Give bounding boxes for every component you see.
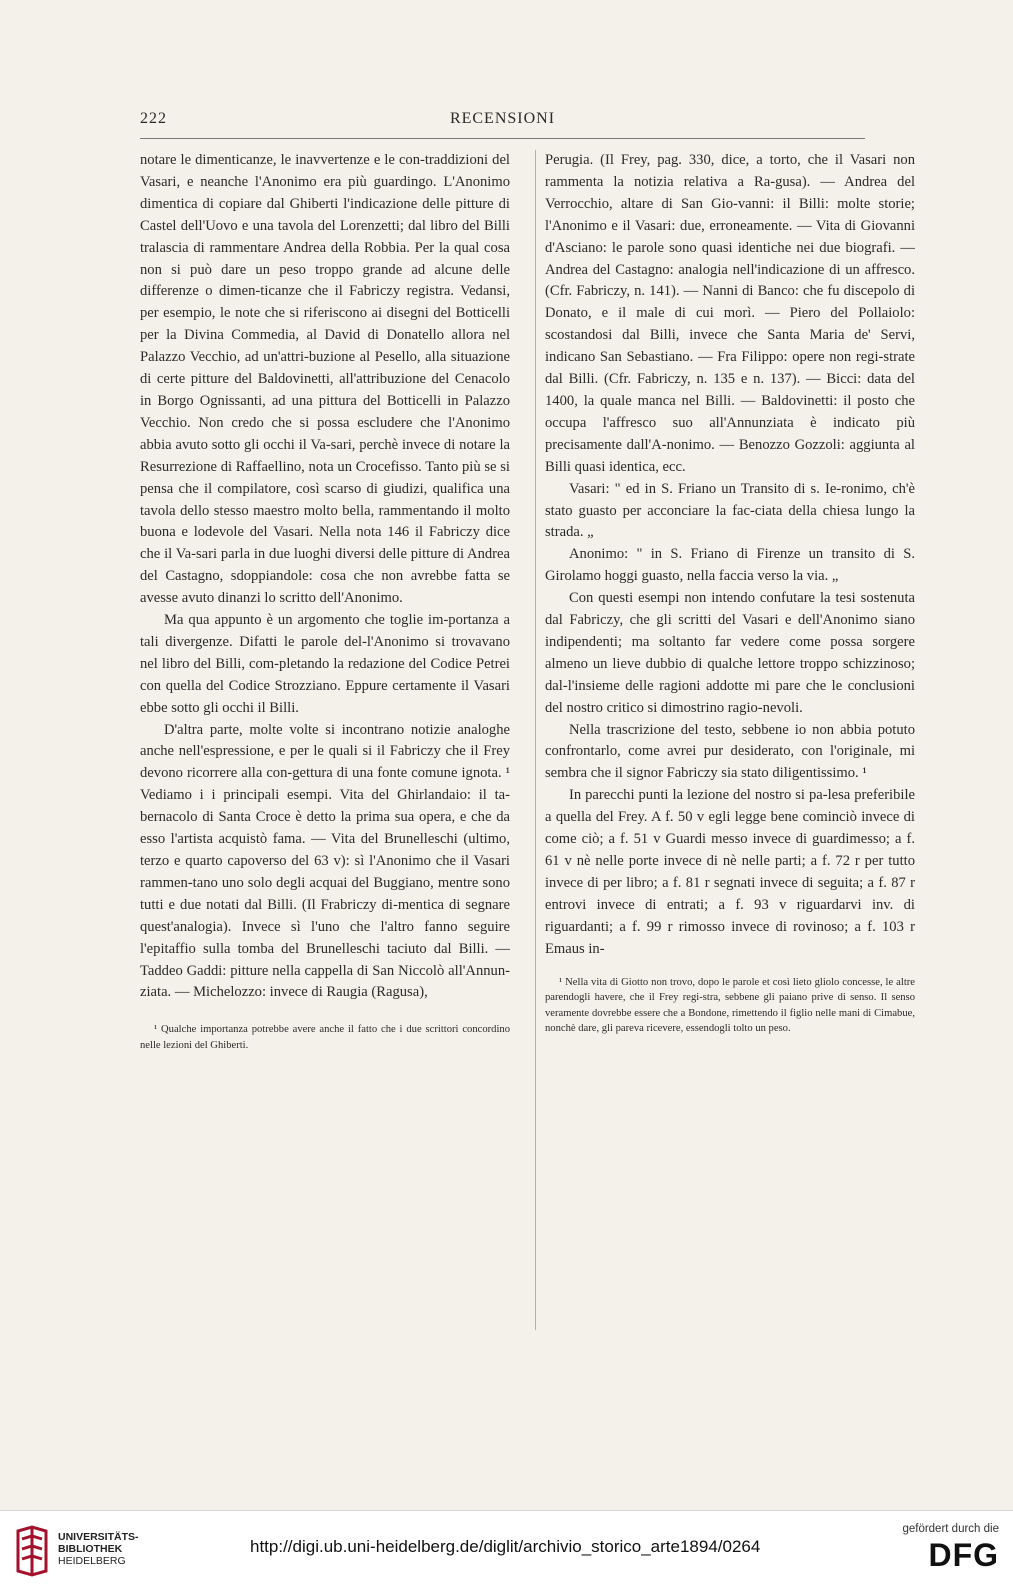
permalink-url[interactable]: http://digi.ub.uni-heidelberg.de/diglit/archivio_storico_arte1894/0264 <box>250 1537 761 1556</box>
digitization-footer <box>0 1510 1013 1592</box>
institution-line-3: HEIDELBERG <box>58 1555 126 1567</box>
institution-line-1: UNIVERSITÄTS- <box>58 1531 139 1543</box>
right-paragraph-5: Nella trascrizione del testo, sebbene io non abbia potuto confrontarlo, come avrei pur desiderato, con l'originale, mi sembra che il signor Fabriczy sia stato diligentissimo. ¹ <box>545 721 915 782</box>
right-paragraph-1: Perugia. (Il Frey, pag. 330, dice, a torto, che il Vasari non rammenta la notizia relativa a Ra-gusa). — Andrea del Verrocchio, altare di San Gio-vanni: il Billi: molte storie; l'Anonimo e il Vasari: due, erroneamente. — Vita di Giovanni d'Asciano: le parole sono quasi identiche nei due biografi. — Andrea del Castagno: analogia nell'indicazione di un affresco. (Cfr. Fabriczy, n. 141). — Nanni di Banco: che fu discepolo di Donato, e il male di cui morì. — Piero del Pollaiolo: scostandosi dal Billi, invece che Santa Maria de' Servi, indicano San Sebastiano. — Fra Filippo: opere non regi-strate dal Billi. (Cfr. Fabriczy, n. 135 e n. 137). — Bicci: data del 1400, la quale manca nel Billi. — Baldovinetti: il posto che occupa l'affresco suo all'Annunziata è indicato più precisamente dall'A-nonimo. — Benozzo Gozzoli: aggiunta al Billi quasi identica, ecc. <box>545 152 915 475</box>
left-paragraph-1: notare le dimenticanze, le inavvertenze e le con-traddizioni del Vasari, e neanche l'Anonimo era più guardingo. L'Anonimo dimentica di copiare dal Ghiberti l'indicazione delle pitture di Castel dell'Uovo e una tavola del Lorenzetti; dal libro del Billi tralascia di rammentare Andrea della Robbia. Per la qual cosa non si può dare un peso troppo grande ad alcune delle differenze o dimen-ticanze che il Fabriczy registra. Vedansi, per esempio, le note che si riferiscono ai disegni del Botticelli per la Divina Commedia, al David di Donatello allora nel Palazzo Vecchio, ad un'attri-buzione al Pesello, alla situazione di certe pitture del Baldovinetti, all'attribuzione del Cenacolo in Borgo Ognissanti, ad una pittura del Botticelli in Palazzo Vecchio. Non credo che si possa escludere che l'Anonimo abbia avuto sotto gli occhi il Va-sari, perchè invece di notare la Resurrezione di Raffaellino, nota un Crocefisso. Tanto più se si pensa che il compilatore, così scarso di giudizi, qualifica una tavola dello stesso maestro molto bella, rammentando il molto buona e lodevole del Vasari. Nella nota 146 il Fabriczy dice che il Va-sari parla in due luoghi diversi delle pitture di Andrea del Castagno, sdoppiandole: cosa che non avrebbe fatta se avesse avuto dinanzi lo scritto dell'Anonimo. <box>140 152 510 607</box>
sponsor-text: gefördert durch die <box>902 1523 999 1535</box>
running-title: RECENSIONI <box>449 110 556 127</box>
page-number: 222 <box>140 110 167 127</box>
right-paragraph-2: Vasari: " ed in S. Friano un Transito di s. Ie-ronimo, ch'è stato guasto per acconciare la fac-ciata della chiesa lungo la strada. „ <box>545 480 915 541</box>
header-rule <box>140 138 865 139</box>
right-footnote: ¹ Nella vita di Giotto non trovo, dopo le parole et così lieto gliolo concesse, le altre parendogli havere, che il Frey regi-stra, sebbene gli paiano prive di senso. Il senso veramente dovrebbe essere che a Bondone, rimettendo il figlio nelle mani di Cimabue, nonchè dare, gli pareva ricevere, essendogli tolto un peso. <box>545 976 915 1035</box>
page-header <box>140 110 865 134</box>
right-paragraph-4: Con questi esempi non intendo confutare la tesi sostenuta dal Fabriczy, che gli scritti del Vasari e dell'Anonimo siano indipendenti; ma soltanto far vedere come possa sorgere almeno un lieve dubbio di qualche lettore troppo schizzinoso; dal-l'insieme delle ragioni addotte mi pare che le conclusioni del nostro critico si dimostrino ragio-nevoli. <box>545 590 915 716</box>
institution-name <box>58 1531 139 1567</box>
right-paragraph-3: Anonimo: " in S. Friano di Firenze un transito di S. Girolamo hoggi guasto, nella faccia verso la via. „ <box>545 546 915 585</box>
left-paragraph-3: D'altra parte, molte volte si incontrano notizie analoghe anche nell'espressione, e per le quali si il Fabriczy che il Frey devono ricorrere alla con-gettura di una fonte comune ignota. ¹ Vediamo i i principali esempi. Vita del Ghirlandaio: il ta-bernacolo di Santa Croce è detto la prima sua opera, e che da esso l'artista acquistò fama. — Vita del Brunelleschi (ultimo, terzo e quarto capoverso del 63 v): sì l'Anonimo che il Vasari rammen-tano uno solo degli acquai del Buggiano, mentre sono tutti e due notati dal Billi. (Il Frabriczy di-mentica di segnare quest'analogia). Invece sì l'uno che l'altro fanno seguire l'epitaffio sulla tomba del Brunelleschi taciuto dal Billi. — Taddeo Gaddi: pitture nella cappella di San Niccolò all'Annun-ziata. — Michelozzo: invece di Raugia (Ragusa), <box>140 721 510 1001</box>
institution-line-2: BIBLIOTHEK <box>58 1543 123 1555</box>
left-column <box>140 150 510 1053</box>
dfg-logo[interactable]: DFG <box>928 1537 999 1573</box>
sponsor-block <box>902 1523 999 1571</box>
column-divider <box>535 150 536 1330</box>
right-column <box>545 150 915 1037</box>
university-library-logo-icon[interactable] <box>12 1523 52 1583</box>
left-paragraph-2: Ma qua appunto è un argomento che toglie im-portanza a tali divergenze. Difatti le parole del-l'Anonimo si trovavano nel libro del Billi, com-pletando la redazione del Codice Petrei con quella del Codice Strozziano. Eppure certamente il Vasari ebbe sotto gli occhi il Billi. <box>140 612 510 716</box>
left-footnote: ¹ Qualche importanza potrebbe avere anche il fatto che i due scrittori concordino nelle lezioni del Ghiberti. <box>140 1024 510 1051</box>
right-paragraph-6: In parecchi punti la lezione del nostro si pa-lesa preferibile a quella del Frey. A f. 50 v egli legge bene cominciò invece di come ciò; a f. 51 v Guardi messo invece di guardimesso; a f. 61 v nè nelle porte invece di nè nelle parti; a f. 72 r per tutto invece di per libro; a f. 81 r segnati invece di seguita; a f. 87 r entrovi invece di entrati; a f. 93 v riguardarvi inv. di riguardanti; a f. 99 r rimosso invece di rovinoso; a f. 103 r Emaus in- <box>545 787 915 957</box>
